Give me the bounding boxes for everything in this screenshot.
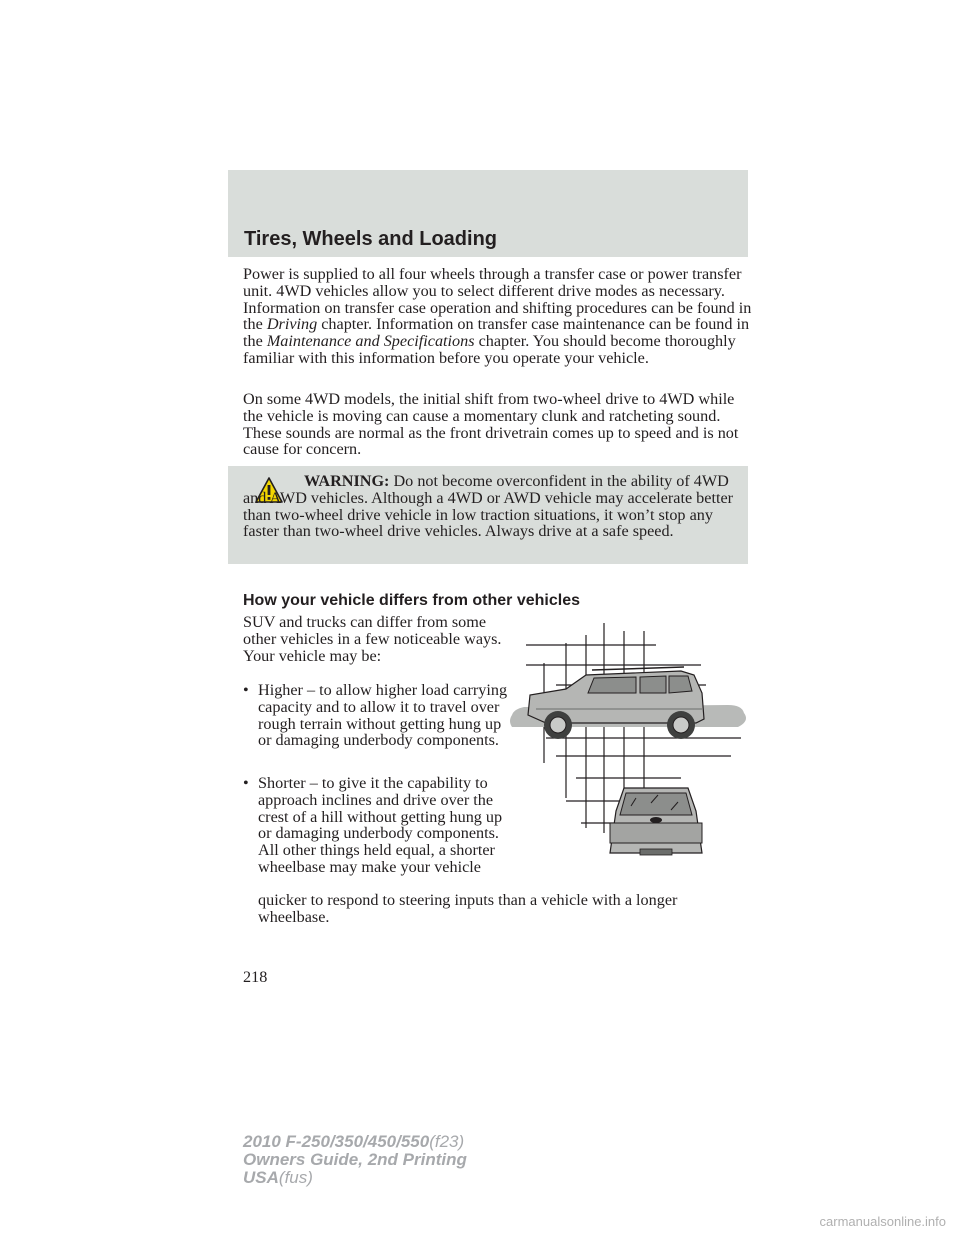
warning-label: WARNING:	[304, 472, 390, 490]
bullet-dot: •	[243, 681, 249, 699]
bullet-text-higher: Higher – to allow higher load carrying capacity and to allow it to travel over rough terrain without getting hung up or damaging underbody components.	[258, 681, 508, 750]
para1-text-c: chapter. You should become thoroughly familiar with this information before you operate your vehicle.	[243, 332, 736, 367]
chapter-title: Tires, Wheels and Loading	[244, 228, 498, 250]
para1-text-b: chapter. Information on transfer case maintenance can be found in the	[243, 315, 750, 351]
footer-market: USA	[243, 1168, 279, 1187]
footer-market-code: (fus)	[278, 1168, 313, 1187]
section-heading: How your vehicle differs from other vehicles	[243, 592, 580, 609]
bullet-dot: •	[243, 774, 249, 792]
maintenance-chapter-ref: Maintenance and Specifications	[266, 332, 475, 351]
site-watermark: carmanualsonline.info	[819, 1214, 946, 1229]
suv-side-and-rear-illustration	[506, 623, 756, 873]
bullet-text-shorter: Shorter – to give it the capability to approach inclines and drive over the crest of a hill without getting hung up or damaging underbody components. All other things held equal, a shorter wheelbase may make your vehicle	[258, 774, 503, 876]
suv-side-view	[528, 667, 704, 739]
chapter-header	[228, 170, 748, 257]
para1-text-a: Power is supplied to all four wheels through a transfer case or power transfer unit. 4WD vehicles allow you to select different drive modes as necessary. Information on transfer case operation and shifting procedures can be found in the	[243, 265, 752, 334]
warning-text	[243, 473, 743, 540]
document-footer	[243, 1133, 467, 1187]
warning-body: Do not become overconfident in the ability of 4WD and AWD vehicles. Although a 4WD or AWD vehicle may accelerate better than two-wheel drive vehicle in low traction situations, it won’t stop any faster than two-wheel drive vehicles. Always drive at a safe speed.	[243, 472, 734, 541]
footer-model: 2010 F-250/350/450/550	[243, 1132, 430, 1151]
page-number: 218	[243, 968, 268, 986]
suv-rear-view	[610, 788, 702, 855]
driving-chapter-ref: Driving	[266, 315, 318, 334]
paragraph-transfer-case	[243, 266, 753, 367]
paragraph-vehicle-differences: SUV and trucks can differ from some other vehicles in a few noticeable ways. Your vehicle may be:	[243, 613, 502, 665]
paragraph-4wd-shift: On some 4WD models, the initial shift from two-wheel drive to 4WD while the vehicle is moving can cause a momentary clunk and ratcheting sound. These sounds are normal as the front drivetrain comes up to speed and is not cause for concern.	[243, 390, 739, 459]
footer-model-code: (f23)	[429, 1132, 465, 1151]
bullet-text-shorter-continued: quicker to respond to steering inputs than a vehicle with a longer wheelbase.	[258, 891, 678, 926]
warning-box	[228, 466, 748, 564]
footer-edition: Owners Guide, 2nd Printing	[243, 1150, 467, 1169]
